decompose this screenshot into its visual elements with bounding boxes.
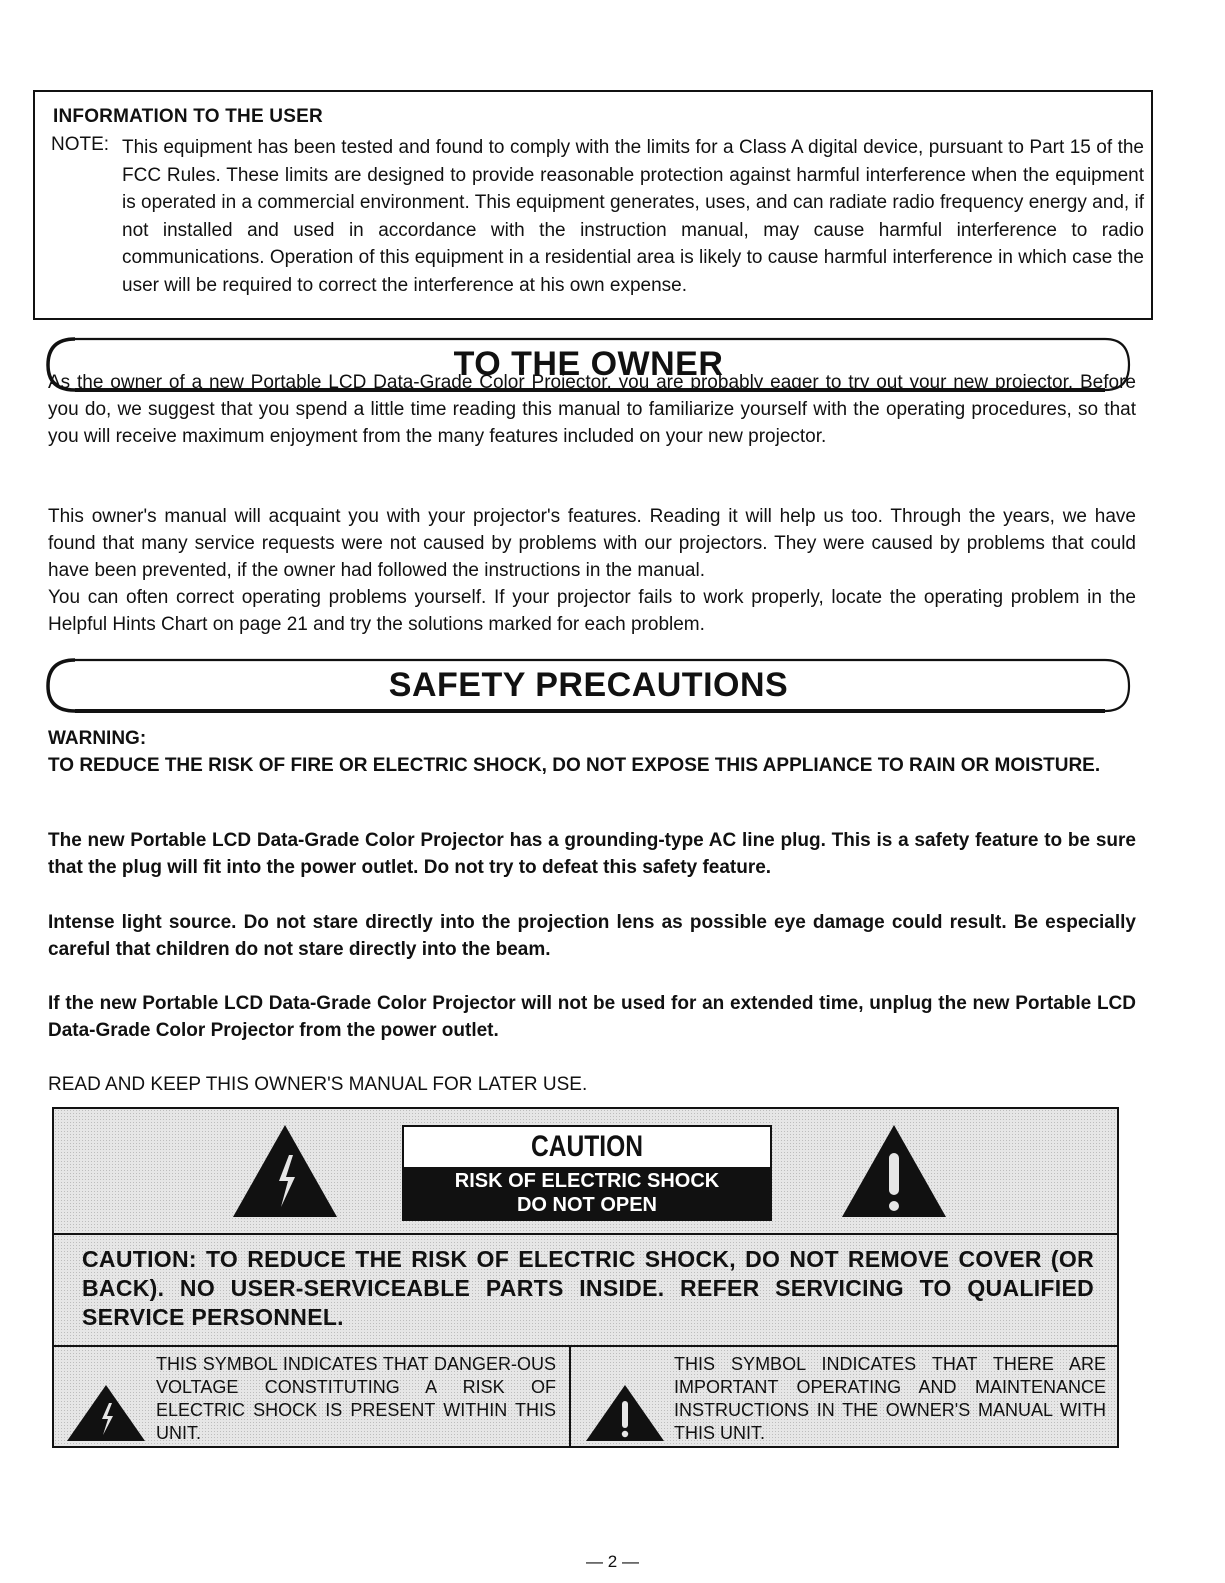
electric-shock-warning-icon xyxy=(231,1123,339,1219)
electric-shock-warning-icon xyxy=(66,1383,146,1443)
caution-title: CAUTION xyxy=(530,1130,644,1163)
exclamation-warning-icon xyxy=(840,1123,948,1219)
caution-main-row xyxy=(54,1235,1117,1347)
risk-line-2: DO NOT OPEN xyxy=(516,1194,657,1216)
keep-manual-notice: READ AND KEEP THIS OWNER'S MANUAL FOR LATER USE. xyxy=(48,1074,588,1095)
warning-text: TO REDUCE THE RISK OF FIRE OR ELECTRIC SHOCK, DO NOT EXPOSE THIS APPLIANCE TO RAIN OR MOISTURE. xyxy=(48,755,1101,776)
caution-risk-label xyxy=(402,1125,772,1221)
fcc-information-box xyxy=(33,90,1153,320)
fcc-note-text: This equipment has been tested and found to comply with the limits for a Class A digital device, pursuant to Part 15 of the FCC Rules. These limits are designed to provide reasonable protection against harmful interference when the equipment is operated in a commercial environment. This equipment generates, uses, and can radiate radio frequency energy and, if not installed and used in accordance with the instruction manual, may cause harmful interference to radio communications. Operation of this equipment in a residential area is likely to cause harmful interference in which case the user will be required to correct the interference at his own expense. xyxy=(122,137,1144,296)
caution-symbols-row xyxy=(54,1109,1117,1235)
caution-main-text: CAUTION: TO REDUCE THE RISK OF ELECTRIC SHOCK, DO NOT REMOVE COVER (OR BACK). NO USER-SERVICEABLE PARTS INSIDE. REFER SERVICING TO QUALIFIED SERVICE PERSONNEL. xyxy=(82,1246,1094,1330)
safety-section-heading xyxy=(45,658,1132,712)
risk-line-1: RISK OF ELECTRIC SHOCK xyxy=(454,1170,720,1192)
symbol-right-text: THIS SYMBOL INDICATES THAT THERE ARE IMPORTANT OPERATING AND MAINTENANCE INSTRUCTIONS IN THE OWNER'S MANUAL WITH THIS UNIT. xyxy=(674,1354,1106,1443)
caution-risk-text xyxy=(404,1167,770,1219)
section-title: TO THE OWNER xyxy=(453,345,724,383)
note-label: NOTE: xyxy=(51,134,110,155)
owner-paragraph-3: You can often correct operating problems yourself. If your projector fails to work properly, locate the operating problem in the Helpful Hints Chart on page 21 and try the solutions marked for each problem. xyxy=(48,587,1136,635)
owner-paragraph-1: As the owner of a new Portable LCD Data-Grade Color Projector, you are probably eager to try out your new projector. Before you do, we suggest that you spend a little time reading this manual to familiarize yourself with the operating procedures, so that you will receive maximum enjoyment from the many features included on your new projector. xyxy=(48,372,1136,447)
symbol-explanation-right xyxy=(571,1347,1117,1446)
symbol-left-text: THIS SYMBOL INDICATES THAT DANGER-OUS VOLTAGE CONSTITUTING A RISK OF ELECTRIC SHOCK IS PRESENT WITHIN THIS UNIT. xyxy=(156,1354,556,1443)
caution-label-box xyxy=(52,1107,1119,1448)
exclamation-warning-icon xyxy=(585,1383,665,1443)
unplug-paragraph: If the new Portable LCD Data-Grade Color Projector will not be used for an extended time, unplug the new Portable LCD Data-Grade Color Projector from the power outlet. xyxy=(48,993,1136,1041)
info-title: INFORMATION TO THE USER xyxy=(53,106,323,127)
light-source-paragraph: Intense light source. Do not stare directly into the projection lens as possible eye damage could result. Be especially careful that children do not stare directly into the beam. xyxy=(48,912,1136,960)
owner-paragraph-2: This owner's manual will acquaint you with your projector's features. Reading it will help us too. Through the years, we have found that many service requests were not caused by problems with our projectors. They were caused by problems that could have been prevented, if the owner had followed the instructions in the manual. xyxy=(48,506,1136,581)
warning-label: WARNING: xyxy=(48,728,147,749)
section-title: SAFETY PRECAUTIONS xyxy=(388,666,789,704)
grounding-plug-paragraph: The new Portable LCD Data-Grade Color Projector has a grounding-type AC line plug. This is a safety feature to be sure that the plug will fit into the power outlet. Do not try to defeat this safety feature. xyxy=(48,830,1136,878)
symbol-explanation-left xyxy=(54,1347,571,1446)
page-number: — 2 — xyxy=(586,1552,639,1571)
